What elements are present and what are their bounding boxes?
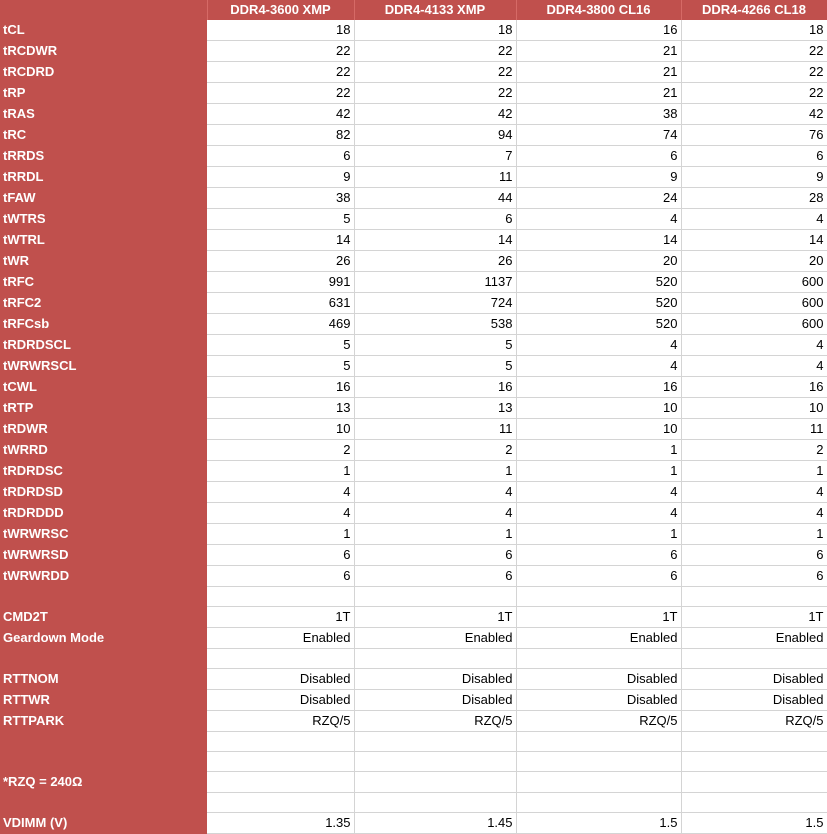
value-cell[interactable]: 42 — [681, 104, 827, 125]
value-cell[interactable]: RZQ/5 — [354, 711, 516, 732]
row-label-cell[interactable]: tRDRDSD — [0, 482, 207, 503]
value-cell[interactable]: 11 — [681, 419, 827, 440]
value-cell[interactable] — [681, 793, 827, 813]
column-header-ddr4-4266-cl18[interactable]: DDR4-4266 CL18 — [681, 0, 827, 20]
row-label-cell[interactable]: VDIMM (V) — [0, 813, 207, 834]
value-cell[interactable]: 4 — [516, 209, 681, 230]
value-cell[interactable]: 74 — [516, 125, 681, 146]
value-cell[interactable] — [516, 772, 681, 793]
value-cell[interactable] — [681, 752, 827, 772]
value-cell[interactable]: 469 — [207, 314, 354, 335]
table-row — [0, 461, 827, 482]
value-cell[interactable]: 18 — [354, 20, 516, 41]
value-cell[interactable]: 1T — [681, 607, 827, 628]
table-row — [0, 398, 827, 419]
value-cell[interactable] — [354, 587, 516, 607]
table-row — [0, 732, 827, 752]
value-cell[interactable]: 22 — [681, 62, 827, 83]
row-label-cell[interactable]: tRRDS — [0, 146, 207, 167]
table-row — [0, 813, 827, 834]
row-label-cell[interactable]: tRAS — [0, 104, 207, 125]
value-cell[interactable]: Enabled — [516, 628, 681, 649]
value-cell[interactable]: Enabled — [354, 628, 516, 649]
table-row — [0, 524, 827, 545]
value-cell[interactable]: 6 — [207, 146, 354, 167]
column-header-ddr4-4133-xmp[interactable]: DDR4-4133 XMP — [354, 0, 516, 20]
value-cell[interactable]: 76 — [681, 125, 827, 146]
value-cell[interactable] — [516, 587, 681, 607]
value-cell[interactable]: 1 — [681, 461, 827, 482]
table-row — [0, 419, 827, 440]
value-cell[interactable]: 2 — [207, 440, 354, 461]
table-row — [0, 41, 827, 62]
table-row — [0, 690, 827, 711]
value-cell[interactable]: 10 — [516, 419, 681, 440]
table-row — [0, 230, 827, 251]
value-cell[interactable]: RZQ/5 — [516, 711, 681, 732]
value-cell[interactable]: 6 — [207, 566, 354, 587]
value-cell[interactable] — [207, 793, 354, 813]
value-cell[interactable]: 11 — [354, 419, 516, 440]
value-cell[interactable]: 6 — [354, 209, 516, 230]
value-cell[interactable]: 18 — [681, 20, 827, 41]
row-label-cell[interactable]: tRC — [0, 125, 207, 146]
value-cell[interactable]: 5 — [207, 209, 354, 230]
value-cell[interactable]: 600 — [681, 293, 827, 314]
value-cell[interactable]: 1 — [354, 461, 516, 482]
value-cell[interactable]: 1.45 — [354, 813, 516, 834]
value-cell[interactable]: 16 — [516, 377, 681, 398]
value-cell[interactable]: 22 — [354, 41, 516, 62]
table-row — [0, 125, 827, 146]
value-cell[interactable] — [681, 732, 827, 752]
table-row — [0, 752, 827, 772]
value-cell[interactable]: 5 — [354, 356, 516, 377]
value-cell[interactable]: 22 — [354, 62, 516, 83]
value-cell[interactable]: 4 — [516, 482, 681, 503]
header-corner-cell[interactable] — [0, 0, 207, 20]
value-cell[interactable]: 14 — [681, 230, 827, 251]
value-cell[interactable]: 94 — [354, 125, 516, 146]
value-cell[interactable]: 28 — [681, 188, 827, 209]
value-cell[interactable]: 7 — [354, 146, 516, 167]
table-row — [0, 545, 827, 566]
row-label-cell[interactable]: RTTNOM — [0, 669, 207, 690]
value-cell[interactable] — [681, 772, 827, 793]
value-cell[interactable]: 4 — [516, 503, 681, 524]
value-cell[interactable]: 1T — [516, 607, 681, 628]
value-cell[interactable]: 6 — [681, 545, 827, 566]
row-label-cell[interactable]: CMD2T — [0, 607, 207, 628]
value-cell[interactable]: 4 — [207, 503, 354, 524]
value-cell[interactable]: 600 — [681, 314, 827, 335]
value-cell[interactable]: 26 — [207, 251, 354, 272]
row-label-cell[interactable]: tFAW — [0, 188, 207, 209]
table-row — [0, 188, 827, 209]
value-cell[interactable]: 600 — [681, 272, 827, 293]
table-row — [0, 167, 827, 188]
header-row — [0, 0, 827, 20]
value-cell[interactable]: 10 — [681, 398, 827, 419]
table-row — [0, 669, 827, 690]
value-cell[interactable]: 22 — [207, 62, 354, 83]
row-label-cell[interactable]: tCWL — [0, 377, 207, 398]
table-row — [0, 649, 827, 669]
row-label-cell[interactable] — [0, 793, 207, 813]
value-cell[interactable]: 4 — [516, 335, 681, 356]
value-cell[interactable]: 1T — [207, 607, 354, 628]
value-cell[interactable]: 44 — [354, 188, 516, 209]
value-cell[interactable]: 6 — [354, 545, 516, 566]
row-label-cell[interactable]: tWTRS — [0, 209, 207, 230]
value-cell[interactable]: 14 — [516, 230, 681, 251]
value-cell[interactable]: 631 — [207, 293, 354, 314]
value-cell[interactable]: Disabled — [354, 690, 516, 711]
row-label-cell[interactable]: tWRWRSD — [0, 545, 207, 566]
value-cell[interactable]: Disabled — [681, 690, 827, 711]
value-cell[interactable]: 6 — [681, 146, 827, 167]
value-cell[interactable]: RZQ/5 — [207, 711, 354, 732]
table-row — [0, 607, 827, 628]
table-row — [0, 293, 827, 314]
table-row — [0, 62, 827, 83]
row-label-cell[interactable]: tRFC2 — [0, 293, 207, 314]
value-cell[interactable] — [516, 649, 681, 669]
value-cell[interactable]: 4 — [681, 335, 827, 356]
value-cell[interactable]: 16 — [207, 377, 354, 398]
value-cell[interactable]: 1.5 — [516, 813, 681, 834]
value-cell[interactable]: 1 — [516, 440, 681, 461]
column-header-ddr4-3800-cl16[interactable]: DDR4-3800 CL16 — [516, 0, 681, 20]
row-label-cell[interactable]: tRP — [0, 83, 207, 104]
row-label-cell[interactable]: tRCDRD — [0, 62, 207, 83]
value-cell[interactable]: 1.35 — [207, 813, 354, 834]
value-cell[interactable]: 22 — [207, 83, 354, 104]
table-row — [0, 146, 827, 167]
column-header-ddr4-3600-xmp[interactable]: DDR4-3600 XMP — [207, 0, 354, 20]
row-label-cell[interactable] — [0, 587, 207, 607]
value-cell[interactable]: 520 — [516, 272, 681, 293]
value-cell[interactable] — [354, 793, 516, 813]
value-cell[interactable]: 22 — [207, 41, 354, 62]
value-cell[interactable]: 6 — [354, 566, 516, 587]
row-label-cell[interactable]: tWTRL — [0, 230, 207, 251]
value-cell[interactable]: Disabled — [681, 669, 827, 690]
row-label-cell[interactable] — [0, 752, 207, 772]
value-cell[interactable]: 1 — [354, 524, 516, 545]
value-cell[interactable]: Enabled — [207, 628, 354, 649]
value-cell[interactable]: 16 — [681, 377, 827, 398]
value-cell[interactable]: RZQ/5 — [681, 711, 827, 732]
value-cell[interactable] — [207, 772, 354, 793]
row-label-cell[interactable]: tRDRDSCL — [0, 335, 207, 356]
value-cell[interactable]: 1 — [681, 524, 827, 545]
value-cell[interactable]: 21 — [516, 41, 681, 62]
value-cell[interactable]: 22 — [681, 41, 827, 62]
value-cell[interactable]: 22 — [354, 83, 516, 104]
value-cell[interactable]: 24 — [516, 188, 681, 209]
row-label-cell[interactable]: tWRRD — [0, 440, 207, 461]
table-row — [0, 335, 827, 356]
value-cell[interactable]: 4 — [681, 356, 827, 377]
value-cell[interactable]: 21 — [516, 62, 681, 83]
value-cell[interactable]: 1137 — [354, 272, 516, 293]
row-label-cell[interactable]: tWRWRDD — [0, 566, 207, 587]
value-cell[interactable]: 18 — [207, 20, 354, 41]
table-row — [0, 503, 827, 524]
row-label-cell[interactable]: tCL — [0, 20, 207, 41]
value-cell[interactable]: 42 — [207, 104, 354, 125]
value-cell[interactable]: Disabled — [354, 669, 516, 690]
value-cell[interactable]: 4 — [681, 209, 827, 230]
row-label-cell[interactable] — [0, 649, 207, 669]
value-cell[interactable] — [354, 752, 516, 772]
value-cell[interactable]: 1 — [207, 524, 354, 545]
value-cell[interactable]: 520 — [516, 314, 681, 335]
row-label-cell[interactable] — [0, 732, 207, 752]
table-row — [0, 83, 827, 104]
value-cell[interactable] — [516, 752, 681, 772]
value-cell[interactable]: 9 — [207, 167, 354, 188]
value-cell[interactable]: 22 — [681, 83, 827, 104]
table-row — [0, 20, 827, 41]
row-label-cell[interactable]: tRFCsb — [0, 314, 207, 335]
value-cell[interactable]: 4 — [354, 503, 516, 524]
value-cell[interactable]: 6 — [516, 566, 681, 587]
value-cell[interactable]: 4 — [681, 503, 827, 524]
value-cell[interactable] — [681, 587, 827, 607]
value-cell[interactable] — [354, 772, 516, 793]
value-cell[interactable]: 13 — [207, 398, 354, 419]
value-cell[interactable]: 38 — [516, 104, 681, 125]
table-row — [0, 772, 827, 793]
value-cell[interactable] — [207, 732, 354, 752]
row-label-cell[interactable]: *RZQ = 240Ω — [0, 772, 207, 793]
value-cell[interactable]: 11 — [354, 167, 516, 188]
row-label-cell[interactable]: tWRWRSCL — [0, 356, 207, 377]
row-label-cell[interactable]: tWR — [0, 251, 207, 272]
value-cell[interactable]: 991 — [207, 272, 354, 293]
value-cell[interactable]: Disabled — [516, 669, 681, 690]
value-cell[interactable]: 2 — [681, 440, 827, 461]
value-cell[interactable]: 1 — [516, 524, 681, 545]
value-cell[interactable]: 5 — [207, 356, 354, 377]
row-label-cell[interactable]: tRDWR — [0, 419, 207, 440]
value-cell[interactable]: 82 — [207, 125, 354, 146]
table-row — [0, 272, 827, 293]
value-cell[interactable] — [681, 649, 827, 669]
value-cell[interactable]: 13 — [354, 398, 516, 419]
value-cell[interactable]: Disabled — [207, 669, 354, 690]
value-cell[interactable]: 4 — [516, 356, 681, 377]
row-label-cell[interactable]: RTTPARK — [0, 711, 207, 732]
value-cell[interactable]: 6 — [516, 146, 681, 167]
table-row — [0, 251, 827, 272]
value-cell[interactable]: 724 — [354, 293, 516, 314]
table-row — [0, 793, 827, 813]
value-cell[interactable]: 20 — [681, 251, 827, 272]
value-cell[interactable]: 6 — [207, 545, 354, 566]
value-cell[interactable] — [516, 793, 681, 813]
value-cell[interactable]: 1T — [354, 607, 516, 628]
value-cell[interactable]: 9 — [516, 167, 681, 188]
value-cell[interactable]: 20 — [516, 251, 681, 272]
value-cell[interactable]: 2 — [354, 440, 516, 461]
table-row — [0, 356, 827, 377]
value-cell[interactable]: 6 — [516, 545, 681, 566]
table-row — [0, 711, 827, 732]
value-cell[interactable]: 538 — [354, 314, 516, 335]
value-cell[interactable] — [207, 587, 354, 607]
table-row — [0, 440, 827, 461]
value-cell[interactable]: 38 — [207, 188, 354, 209]
value-cell[interactable]: 5 — [207, 335, 354, 356]
value-cell[interactable]: 42 — [354, 104, 516, 125]
value-cell[interactable]: 1.5 — [681, 813, 827, 834]
value-cell[interactable]: 26 — [354, 251, 516, 272]
value-cell[interactable]: 21 — [516, 83, 681, 104]
value-cell[interactable] — [207, 649, 354, 669]
table-row — [0, 587, 827, 607]
value-cell[interactable]: 14 — [354, 230, 516, 251]
row-label-cell[interactable]: tRDRDDD — [0, 503, 207, 524]
value-cell[interactable]: 1 — [516, 461, 681, 482]
value-cell[interactable]: Disabled — [207, 690, 354, 711]
table-row — [0, 314, 827, 335]
row-label-cell[interactable]: tWRWRSC — [0, 524, 207, 545]
table-row — [0, 209, 827, 230]
value-cell[interactable]: 520 — [516, 293, 681, 314]
value-cell[interactable]: 4 — [354, 482, 516, 503]
value-cell[interactable]: 10 — [516, 398, 681, 419]
row-label-cell[interactable]: tRDRDSC — [0, 461, 207, 482]
value-cell[interactable] — [207, 752, 354, 772]
table-row — [0, 104, 827, 125]
row-label-cell[interactable]: Geardown Mode — [0, 628, 207, 649]
value-cell[interactable]: 16 — [354, 377, 516, 398]
row-label-cell[interactable]: tRTP — [0, 398, 207, 419]
value-cell[interactable]: Disabled — [516, 690, 681, 711]
row-label-cell[interactable]: tRFC — [0, 272, 207, 293]
value-cell[interactable]: Enabled — [681, 628, 827, 649]
value-cell[interactable]: 9 — [681, 167, 827, 188]
value-cell[interactable] — [516, 732, 681, 752]
value-cell[interactable]: 6 — [681, 566, 827, 587]
value-cell[interactable] — [354, 649, 516, 669]
value-cell[interactable] — [354, 732, 516, 752]
value-cell[interactable]: 16 — [516, 20, 681, 41]
value-cell[interactable]: 4 — [207, 482, 354, 503]
table-row — [0, 482, 827, 503]
table-row — [0, 377, 827, 398]
value-cell[interactable]: 1 — [207, 461, 354, 482]
value-cell[interactable]: 10 — [207, 419, 354, 440]
table-row — [0, 566, 827, 587]
row-label-cell[interactable]: tRCDWR — [0, 41, 207, 62]
value-cell[interactable]: 4 — [681, 482, 827, 503]
value-cell[interactable]: 14 — [207, 230, 354, 251]
row-label-cell[interactable]: tRRDL — [0, 167, 207, 188]
row-label-cell[interactable]: RTTWR — [0, 690, 207, 711]
value-cell[interactable]: 5 — [354, 335, 516, 356]
table-row — [0, 628, 827, 649]
